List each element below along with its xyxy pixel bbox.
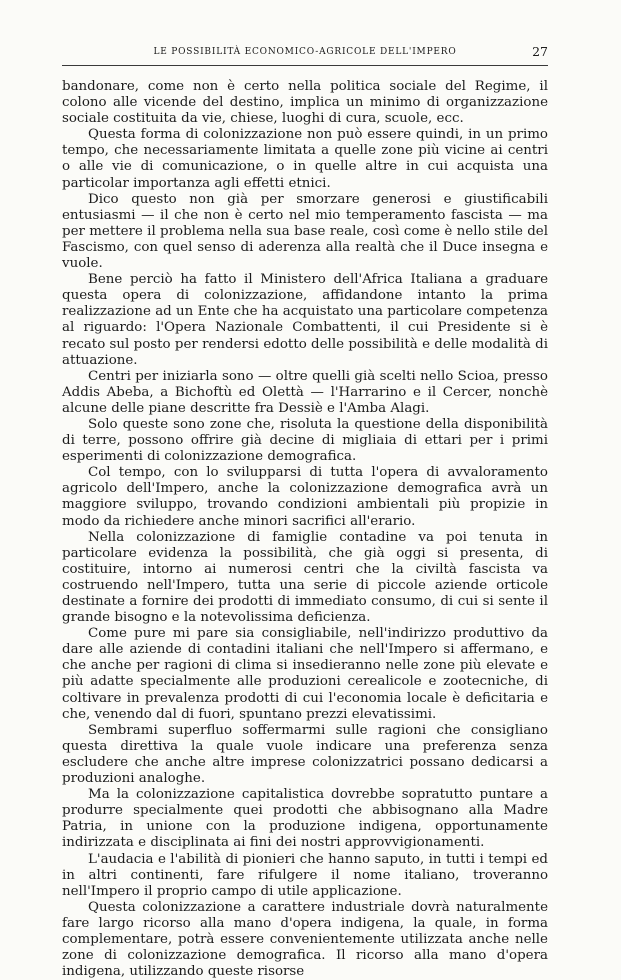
paragraph: Nella colonizzazione di famiglie contadine va poi tenuta in particolare evidenza la possibilità, che già oggi si presenta, di costituire, intorno ai numerosi centri che la civiltà fascista va costruendo nell'Impero, tutta una serie di piccole aziende orticole destinate a fornire dei prodotti di immediato consumo, di cui si sente il grande bisogno e la notevolissima deficienza. [62,529,548,626]
paragraph: Dico questo non già per smorzare generosi e giustificabili entusiasmi — il che non è certo nel mio temperamento fascista — ma per mettere il problema nella sua base reale, così come è nello stile del Fascismo, con quel senso di aderenza alla realtà che il Duce insegna e vuole. [62,191,548,272]
running-title: LE POSSIBILITÀ ECONOMICO-AGRICOLE DELL'IMPERO [153,47,457,57]
paragraph: Come pure mi pare sia consigliabile, nell'indirizzo produttivo da dare alle aziende di contadini italiani che nell'Impero si affermano, e che anche per ragioni di clima si insedieranno nelle zone più elevate e più adatte specialmente alle produzioni cerealicole e zootecniche, di coltivare in prevalenza prodotti di cui l'economia locale è deficitaria e che, venendo dal di fuori, spuntano prezzi elevatissimi. [62,626,548,722]
paragraph: Questa colonizzazione a carattere industriale dovrà naturalmente fare largo ricorso alla mano d'opera indigena, la quale, in forma complementare, potrà essere convenientemente utilizzata anche nelle zone di colonizzazione demografica. Il ricorso alla mano d'opera indigena, utilizzando queste risorse [62,899,548,980]
paragraph: Sembrami superfluo soffermarmi sulle ragioni che consigliano questa direttiva la quale vuole indicare una preferenza senza escludere che anche altre imprese colonizzatrici possano dedicarsi a produzioni analoghe. [62,722,548,787]
page-header [62,42,548,68]
body-text [62,79,548,980]
paragraph: Bene perciò ha fatto il Ministero dell'Africa Italiana a graduare questa opera di colonizzazione, affidandone intanto la prima realizzazione ad un Ente che ha acquistato una particolare competenza al riguardo: l'Opera Nazionale Combattenti, il cui Presidente si è recato sul posto per rendersi edotto delle possibilità e delle modalità di attuazione. [62,272,548,368]
paragraph: Centri per iniziarla sono — oltre quelli già scelti nello Scioa, presso Addis Abeba, a Bichoftù ed Olettà — l'Harrarino e il Cercer, nonchè alcune delle piane descritte fra Dessiè e l'Amba Alagi. [62,368,548,416]
header-rule [62,65,548,66]
page-number: 27 [532,44,548,59]
paragraph: bandonare, come non è certo nella politica sociale del Regime, il colono alle vicende del destino, implica un minimo di organizzazione sociale costituita da vie, chiese, luoghi di cura, scuole, ecc. [62,79,548,127]
paragraph: Ma la colonizzazione capitalistica dovrebbe sopratutto puntare a produrre specialmente quei prodotti che abbisognano alla Madre Patria, in unione con la produzione indigena, opportunamente indirizzata e disciplinata ai fini dei nostri approvvigionamenti. [62,787,548,851]
paragraph: Col tempo, con lo svilupparsi di tutta l'opera di avvaloramento agricolo dell'Impero, anche la colonizzazione demografica avrà un maggiore sviluppo, trovando condizioni ambientali più propizie in modo da richiedere anche minori sacrifici all'erario. [62,465,548,529]
paragraph: Solo queste sono zone che, risoluta la questione della disponibilità di terre, possono offrire già decine di migliaia di ettari per i primi esperimenti di colonizzazione demografica. [62,416,548,465]
paragraph: Questa forma di colonizzazione non può essere quindi, in un primo tempo, che necessariamente limitata a quelle zone più vicine ai centri o alle vie di comunicazione, o in quelle altre in cui acquista una particolar importanza agli effetti etnici. [62,127,548,191]
paragraph: L'audacia e l'abilità di pionieri che hanno saputo, in tutti i tempi ed in altri continenti, fare rifulgere il nome italiano, troveranno nell'Impero il proprio campo di utile applicazione. [62,851,548,899]
